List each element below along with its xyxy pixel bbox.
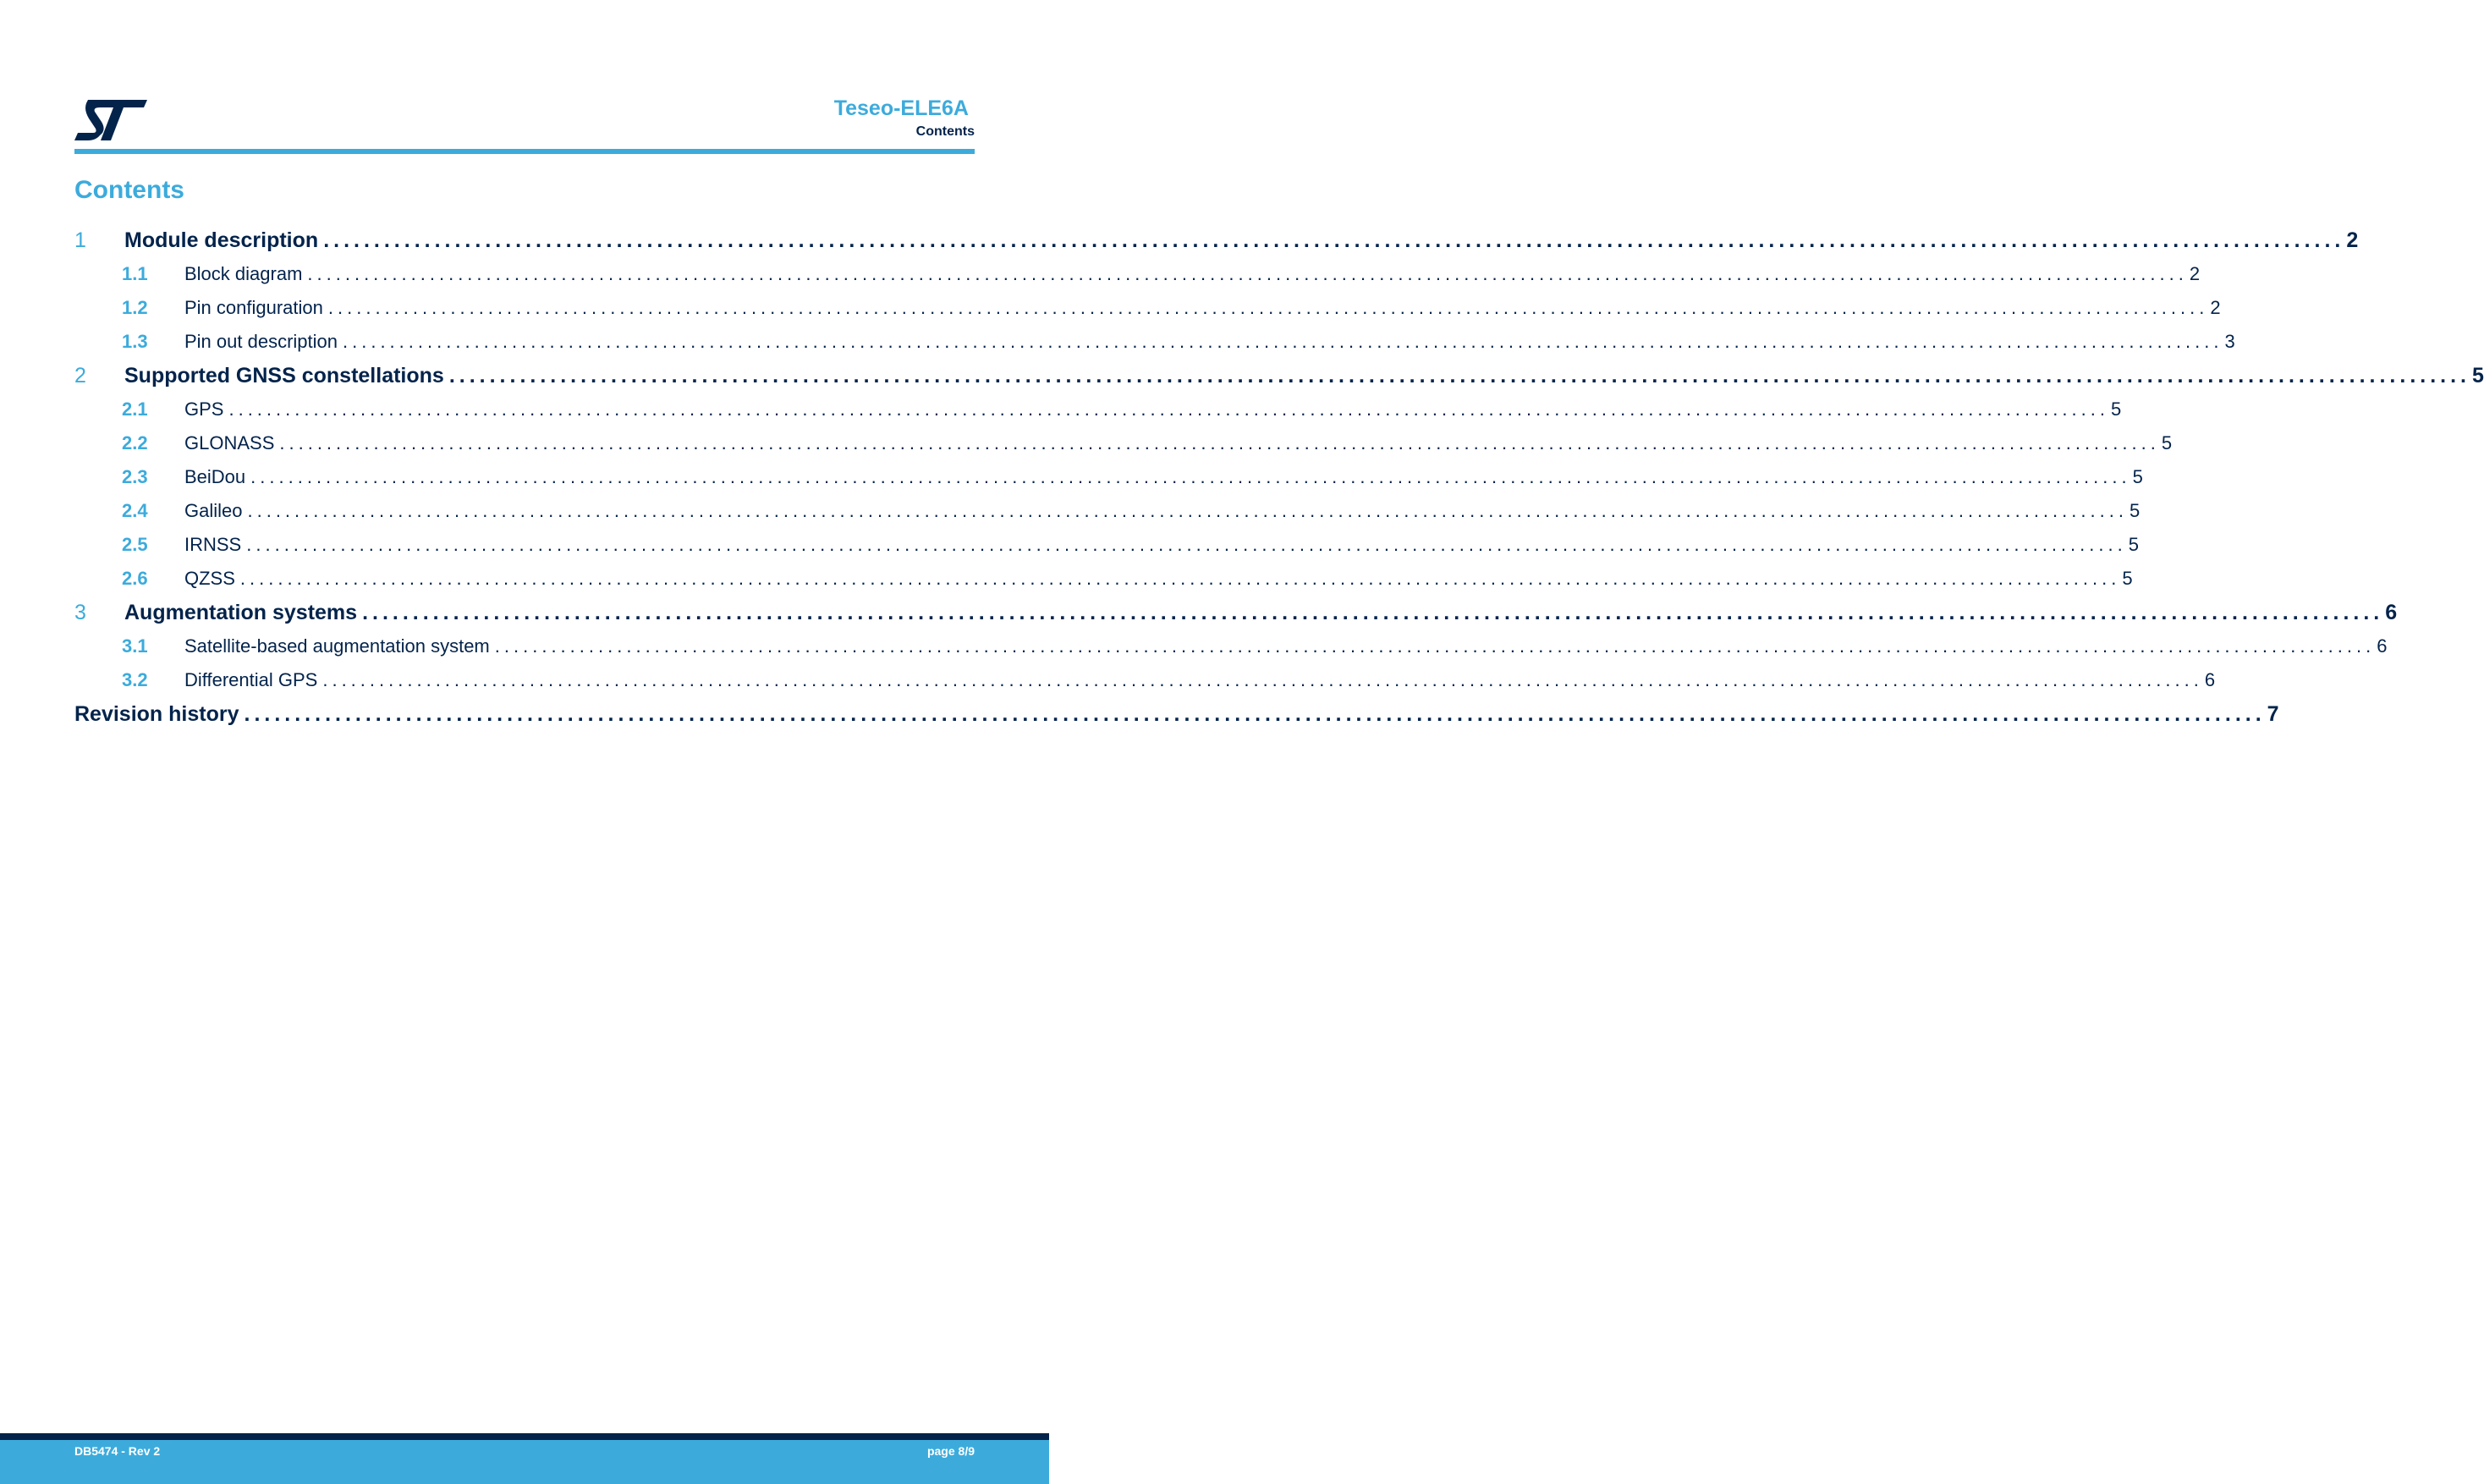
toc-entry-number: 1.2: [122, 297, 148, 318]
toc-entry-title: Galileo: [184, 500, 243, 521]
toc-entry-title: Pin configuration: [184, 297, 323, 318]
toc-entry-number: 1.3: [122, 331, 148, 352]
toc-leader-dots: ........................................................................................................................................................................................................: [494, 635, 2376, 657]
toc-entry[interactable]: [74, 393, 2122, 426]
toc-entry-title: Block diagram: [184, 263, 303, 284]
toc-entry-page: 6: [2385, 601, 2398, 624]
toc-leader-dots: ........................................................................................................................................................................................................: [327, 297, 2209, 318]
toc-entry-title: Pin out description: [184, 331, 338, 352]
toc-entry-page: 6: [2377, 635, 2388, 657]
toc-entry-page: 5: [2122, 568, 2133, 589]
toc-entry-page: 6: [2204, 669, 2216, 690]
document-title: Teseo-ELE6A: [833, 96, 969, 120]
toc-entry-title: BeiDou: [184, 466, 246, 487]
toc-entry-number: 3: [74, 601, 86, 624]
toc-entry[interactable]: [74, 223, 2359, 257]
toc-entry[interactable]: [74, 663, 2216, 697]
toc-entry-title: Module description: [124, 228, 319, 252]
toc-entry[interactable]: [74, 426, 2173, 460]
toc-entry-title: Differential GPS: [184, 669, 318, 690]
toc-entry-number: 2.6: [122, 568, 148, 589]
toc-entry-page: 2: [2210, 297, 2221, 318]
toc-entry-page: 5: [2110, 398, 2122, 420]
toc-entry-title: QZSS: [184, 568, 235, 589]
toc-entry-title: GPS: [184, 398, 224, 420]
toc-entry-number: 3.2: [122, 669, 148, 690]
toc-entry[interactable]: [74, 528, 2139, 562]
toc-entry[interactable]: [74, 291, 2221, 325]
toc-entry[interactable]: [74, 494, 2141, 528]
footer-doc-id: DB5474 - Rev 2: [74, 1444, 161, 1458]
toc-entry-page: 3: [2224, 331, 2235, 352]
toc-entry-number: 1.1: [122, 263, 148, 284]
table-of-contents: [74, 223, 2484, 731]
toc-leader-dots: ........................................................................................................................................................................................................: [323, 228, 2345, 252]
toc-entry[interactable]: [74, 359, 2484, 393]
toc-entry-page: 2: [2189, 263, 2201, 284]
toc-entry[interactable]: [74, 562, 2133, 596]
toc-entry-number: 2: [74, 364, 86, 387]
footer-page-label: page 8/9: [926, 1444, 975, 1458]
toc-leader-dots: ........................................................................................................................................................................................................: [247, 500, 2128, 521]
toc-entry-title: GLONASS: [184, 432, 275, 453]
toc-heading: Contents: [74, 176, 184, 204]
toc-entry-number: 1: [74, 228, 86, 252]
toc-entry-number: 2.2: [122, 432, 148, 453]
toc-entry[interactable]: [74, 325, 2235, 359]
toc-entry[interactable]: [74, 629, 2388, 663]
toc-leader-dots: ........................................................................................................................................................................................................: [362, 601, 2384, 624]
st-logo-icon: [74, 100, 147, 140]
toc-entry-number: 2.5: [122, 534, 148, 555]
toc-entry-page: 7: [2267, 702, 2279, 726]
toc-leader-dots: ........................................................................................................................................................................................................: [448, 364, 2470, 387]
toc-leader-dots: ........................................................................................................................................................................................................: [246, 534, 2127, 555]
toc-entry-title: Revision history: [74, 702, 239, 726]
toc-entry-page: 2: [2346, 228, 2359, 252]
toc-entry[interactable]: [74, 596, 2398, 629]
toc-entry-number: 2.1: [122, 398, 148, 420]
toc-leader-dots: ........................................................................................................................................................................................................: [343, 331, 2223, 352]
toc-entry-page: 5: [2161, 432, 2173, 453]
toc-entry[interactable]: [74, 460, 2143, 494]
toc-entry-number: 2.4: [122, 500, 148, 521]
toc-entry-page: 5: [2132, 466, 2143, 487]
toc-entry-title: IRNSS: [184, 534, 242, 555]
toc-entry-page: 5: [2472, 364, 2484, 387]
toc-entry-page: 5: [2128, 534, 2139, 555]
toc-leader-dots: ........................................................................................................................................................................................................: [228, 398, 2109, 420]
toc-leader-dots: ........................................................................................................................................................................................................: [279, 432, 2160, 453]
toc-leader-dots: ........................................................................................................................................................................................................: [250, 466, 2131, 487]
section-name: Contents: [915, 124, 975, 139]
toc-leader-dots: ........................................................................................................................................................................................................: [239, 568, 2121, 589]
toc-leader-dots: ........................................................................................................................................................................................................: [307, 263, 2188, 284]
toc-entry-title: Satellite-based augmentation system: [184, 635, 490, 657]
toc-entry-title: Supported GNSS constellations: [124, 364, 444, 387]
toc-entry-title: Augmentation systems: [124, 601, 358, 624]
footer-dark-stripe: [0, 1433, 1049, 1440]
toc-entry-number: 3.1: [122, 635, 148, 657]
toc-entry[interactable]: [74, 257, 2201, 291]
toc-entry-page: 5: [2129, 500, 2141, 521]
header-rule: [74, 149, 975, 154]
toc-entry-number: 2.3: [122, 466, 148, 487]
toc-entry[interactable]: [74, 697, 2279, 731]
toc-leader-dots: ........................................................................................................................................................................................................: [322, 669, 2203, 690]
toc-leader-dots: ........................................................................................................................................................................................................: [244, 702, 2266, 726]
